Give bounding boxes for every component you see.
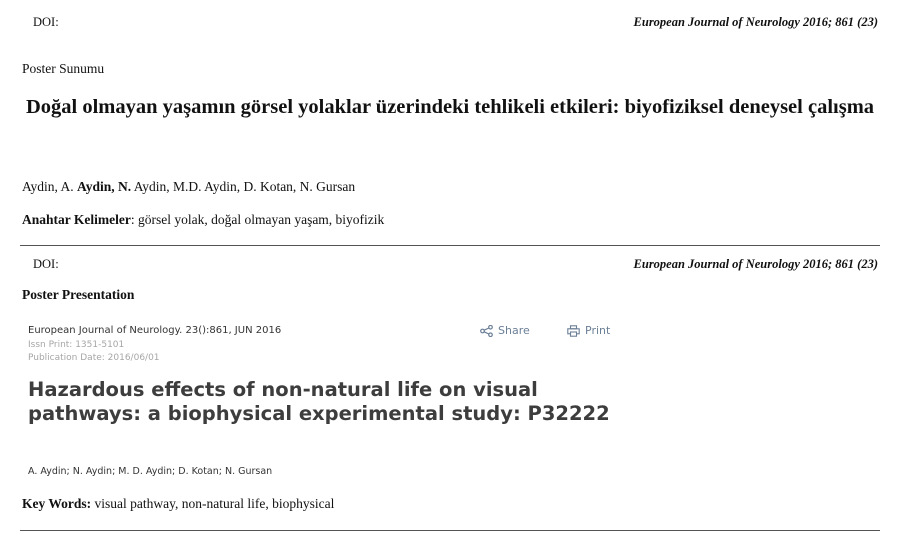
publication-date: Publication Date: 2016/06/01: [28, 353, 160, 363]
share-icon: [480, 325, 493, 337]
doi-label-bottom: DOI:: [33, 257, 59, 271]
article-title-english: Hazardous effects of non-natural life on visual pathways: a biophysical experimental study: P32222: [28, 378, 610, 425]
page-title-turkish: Doğal olmayan yaşamın görsel yolaklar üzerindeki tehlikeli etkileri: biyofiziksel deneysel çalışma: [25, 96, 875, 118]
divider-bottom: [20, 530, 880, 531]
authors-rest: Aydin, M.D. Aydin, D. Kotan, N. Gursan: [131, 179, 356, 194]
issn-print: Issn Print: 1351-5101: [28, 340, 125, 350]
author-list-english: A. Aydin; N. Aydin; M. D. Aydin; D. Kotan; N. Gursan: [28, 466, 273, 477]
section-label-poster-sunumu: Poster Sunumu: [22, 61, 105, 76]
printer-icon: [567, 325, 580, 337]
keywords-text-turkish: : görsel yolak, doğal olmayan yaşam, biyofizik: [130, 212, 385, 227]
print-label: Print: [585, 324, 611, 337]
divider-top: [20, 245, 880, 246]
keywords-label-english: Key Words:: [22, 496, 92, 511]
keywords-text-english: visual pathway, non-natural life, biophysical: [91, 496, 335, 511]
author-list-turkish: [22, 179, 355, 195]
doi-label-top: DOI:: [33, 15, 59, 29]
share-label: Share: [498, 324, 530, 337]
authors-highlighted: Aydin, N.: [77, 179, 132, 194]
journal-reference-bottom: European Journal of Neurology 2016; 861 (23): [633, 257, 878, 271]
keywords-turkish: [22, 212, 384, 228]
authors-first: Aydin, A.: [22, 179, 78, 194]
section-label-poster-presentation: Poster Presentation: [22, 287, 135, 302]
keywords-label-turkish: Anahtar Kelimeler: [22, 212, 131, 227]
print-button[interactable]: [567, 324, 610, 337]
keywords-english: [22, 496, 334, 512]
journal-citation: European Journal of Neurology. 23():861, JUN 2016: [28, 325, 282, 336]
share-button[interactable]: [480, 324, 530, 337]
journal-reference-top: European Journal of Neurology 2016; 861 (23): [633, 15, 878, 29]
